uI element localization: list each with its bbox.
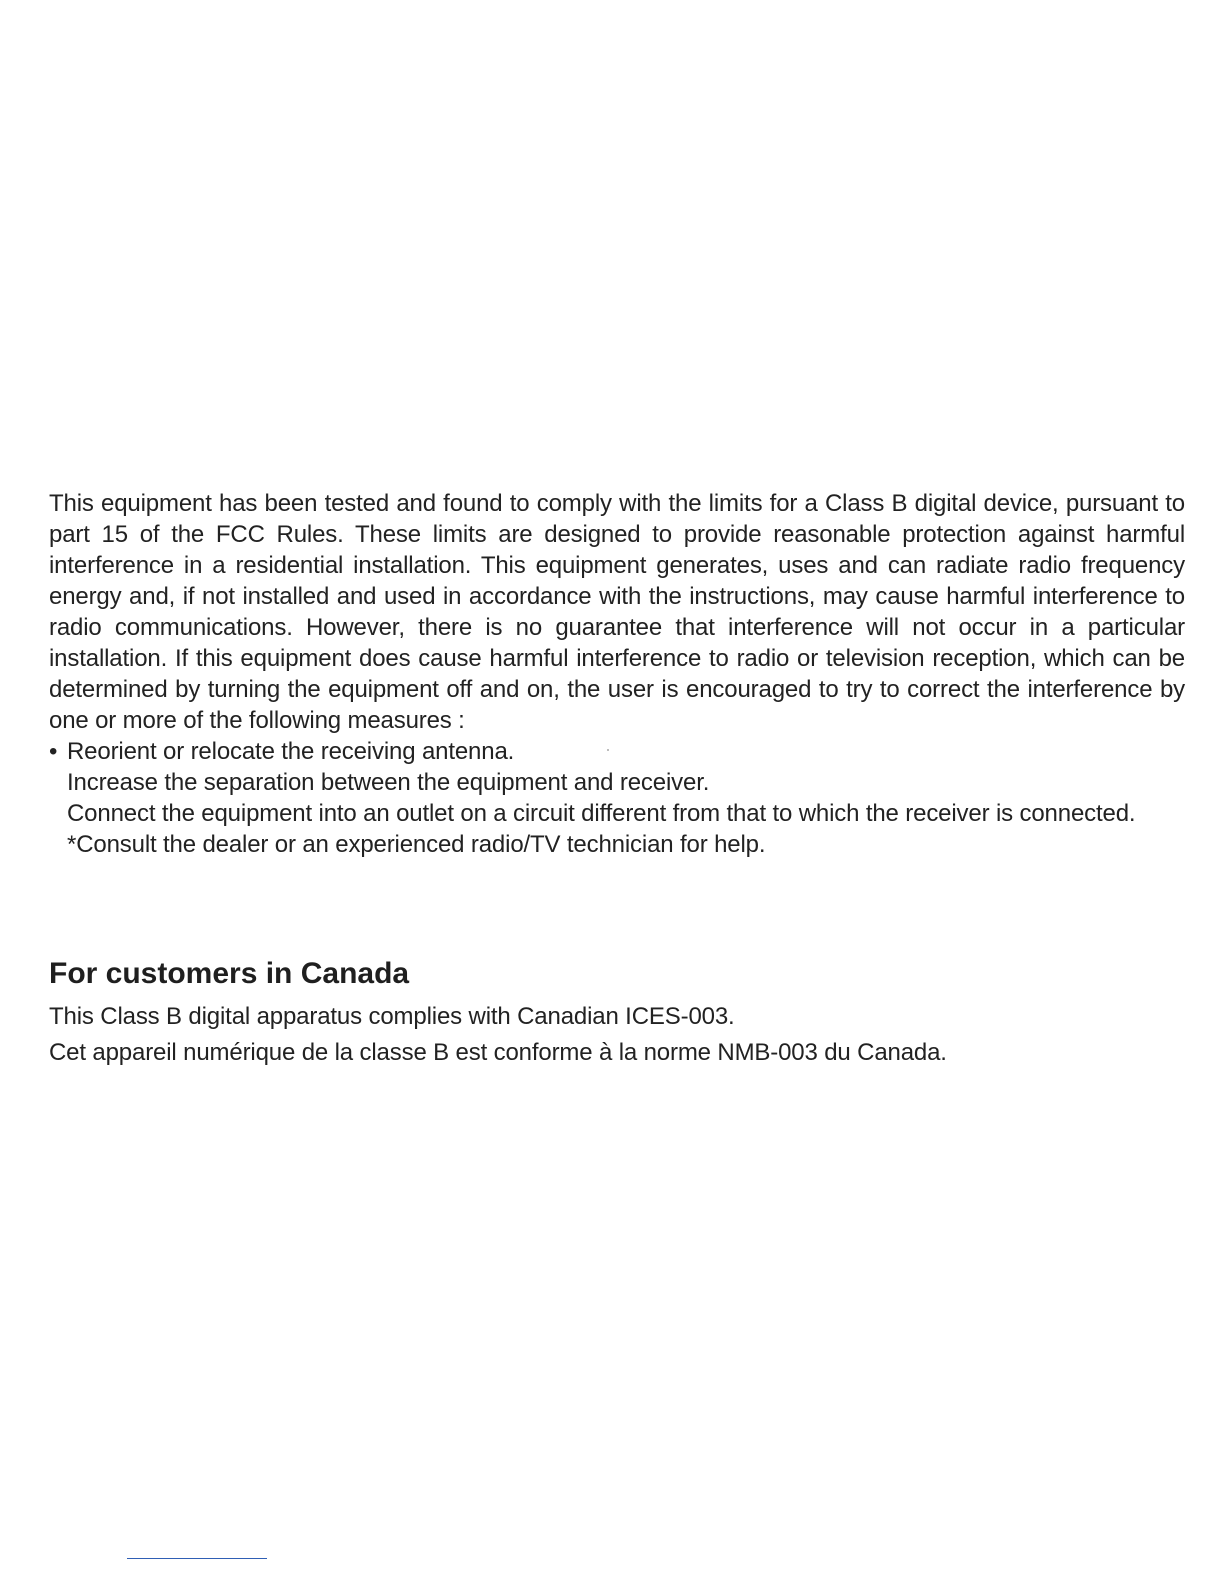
footer-divider bbox=[127, 1558, 267, 1559]
measure-text: Increase the separation between the equipment and receiver. bbox=[67, 769, 710, 796]
fcc-statement bbox=[49, 488, 1185, 860]
measure-text: Connect the equipment into an outlet on a circuit different from that to which the receiver is connected. bbox=[67, 800, 1136, 827]
measure-item bbox=[49, 736, 1185, 767]
canada-statement-en: This Class B digital apparatus complies with Canadian ICES-003. bbox=[49, 1003, 735, 1030]
canada-statement-fr: Cet appareil numérique de la classe B est conforme à la norme NMB-003 du Canada. bbox=[49, 1039, 947, 1066]
measure-text: Reorient or relocate the receiving antenna. bbox=[67, 738, 515, 765]
measure-text: *Consult the dealer or an experienced radio/TV technician for help. bbox=[67, 831, 766, 858]
measure-item bbox=[49, 829, 1185, 860]
canada-section bbox=[49, 955, 1185, 1071]
measure-item bbox=[49, 767, 1185, 798]
measure-item bbox=[49, 798, 1185, 829]
bullet-icon: • bbox=[49, 738, 58, 765]
measures-list bbox=[49, 736, 1185, 860]
fcc-paragraph: This equipment has been tested and found to comply with the limits for a Class B digital device, pursuant to part 15 of the FCC Rules. These limits are designed to provide reasonable protection against harmful interference in a residential installation. This equipment generates, uses and can radiate radio frequency energy and, if not installed and used in accordance with the instructions, may cause harmful interference to radio communications. However, there is no guarantee that interference will not occur in a particular installation. If this equipment does cause harmful interference to radio or television reception, which can be determined by turning the equipment off and on, the user is encouraged to try to correct the interference by one or more of the following measures : bbox=[49, 490, 1185, 734]
canada-heading: For customers in Canada bbox=[49, 957, 410, 990]
